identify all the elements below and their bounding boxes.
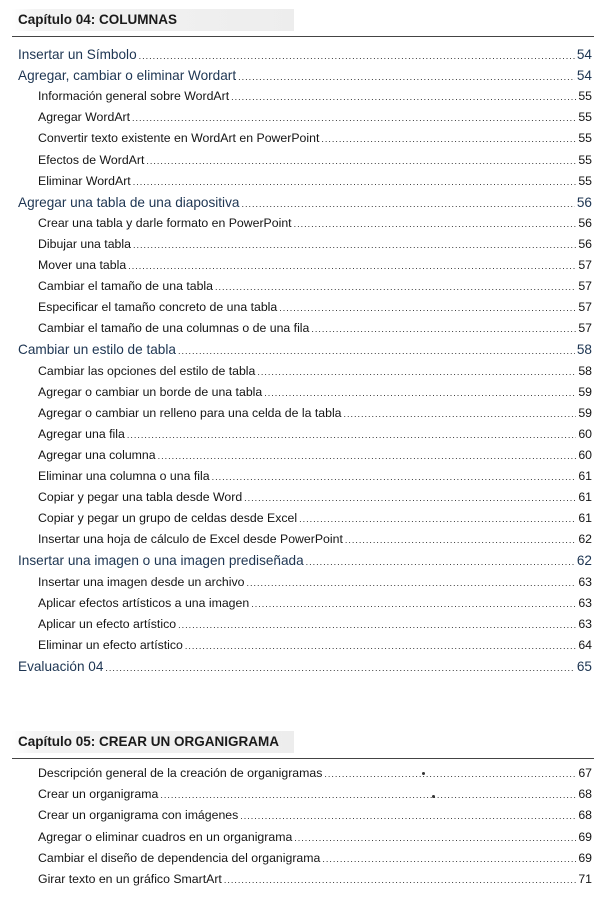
toc-entry-title: Información general sobre WordArt: [38, 89, 230, 104]
toc-entry[interactable]: [38, 851, 592, 869]
dot-leader: [251, 599, 576, 609]
toc-entry-title: Agregar una columna: [38, 447, 156, 462]
chapter-5-divider: [12, 758, 594, 759]
dot-leader: [294, 833, 576, 843]
toc-entry-page: 56: [578, 236, 592, 251]
toc-entry[interactable]: [38, 131, 592, 149]
toc-entry-title: Agregar o cambiar un borde de una tabla: [38, 384, 263, 399]
toc-entry-page: 69: [578, 850, 592, 865]
toc-entry-title: Crear un organigrama con imágenes: [38, 808, 239, 823]
toc-entry-page: 69: [578, 829, 592, 844]
toc-entry[interactable]: [38, 174, 592, 192]
toc-entry[interactable]: [38, 575, 592, 593]
toc-entry-title: Agregar o cambiar un relleno para una celda de la tabla: [38, 405, 342, 420]
dot-leader: [322, 854, 576, 864]
toc-entry-page: 55: [578, 173, 592, 188]
toc-entry-page: 71: [578, 872, 592, 886]
toc-entry[interactable]: [38, 237, 592, 255]
toc-entry-title: Efectos de WordArt: [38, 152, 145, 167]
toc-entry-title: Insertar un Símbolo: [18, 47, 137, 62]
toc-entry[interactable]: [18, 47, 592, 65]
toc-entry-title: Girar texto en un gráfico SmartArt: [38, 872, 222, 886]
toc-entry-title: Eliminar WordArt: [38, 173, 131, 188]
toc-entry[interactable]: [38, 766, 592, 784]
toc-entry-title: Evaluación 04: [18, 658, 104, 674]
toc-entry-title: Insertar una hoja de cálculo de Excel desde PowerPoint: [38, 532, 343, 547]
dot-leader: [178, 620, 576, 630]
toc-entry-title: Cambiar el diseño de dependencia del organigrama: [38, 850, 321, 865]
dot-leader: [246, 578, 576, 588]
toc-entry-page: 65: [576, 658, 592, 674]
toc-entry[interactable]: [38, 427, 592, 445]
toc-entry[interactable]: [18, 553, 592, 571]
toc-entry-title: Agregar, cambiar o eliminar Wordart: [18, 68, 237, 84]
toc-entry[interactable]: [38, 300, 592, 318]
toc-entry[interactable]: [38, 406, 592, 424]
toc-entry-page: 54: [576, 68, 592, 84]
toc-entry-title: Mover una tabla: [38, 258, 127, 272]
toc-entry[interactable]: [38, 216, 592, 234]
dot-leader: [279, 303, 576, 313]
toc-entry-page: 61: [578, 490, 592, 505]
toc-entry-page: 57: [578, 300, 592, 315]
dot-leader: [133, 177, 577, 187]
toc-entry-page: 57: [578, 279, 592, 294]
toc-entry-page: 58: [578, 363, 592, 378]
toc-entry-page: 68: [578, 808, 592, 823]
dot-leader: [185, 641, 576, 651]
dot-leader: [231, 92, 576, 102]
toc-entry-page: 60: [578, 447, 592, 462]
toc-entry-title: Eliminar un efecto artístico: [38, 637, 183, 652]
toc-entry-page: 58: [576, 342, 592, 358]
toc-entry[interactable]: [38, 364, 592, 382]
toc-entry-title: Cambiar el tamaño de una tabla: [38, 279, 213, 294]
toc-entry-page: 55: [578, 110, 592, 125]
dot-leader: [215, 282, 576, 292]
dot-leader: [105, 663, 574, 673]
dot-leader: [299, 514, 576, 524]
dot-leader: [178, 346, 575, 356]
toc-entry[interactable]: [38, 153, 592, 171]
toc-entry[interactable]: [38, 617, 592, 635]
dot-leader: [238, 72, 575, 82]
dot-leader: [132, 113, 576, 123]
toc-entry-page: 56: [576, 194, 592, 210]
toc-entry-page: 64: [578, 637, 592, 652]
toc-entry-page: 61: [578, 469, 592, 483]
toc-entry-page: 68: [578, 787, 592, 802]
toc-entry-title: Aplicar un efecto artístico: [38, 616, 177, 631]
toc-entry-title: Copiar y pegar una tabla desde Word: [38, 490, 243, 505]
scan-speck: [422, 772, 425, 775]
toc-entry-page: 57: [578, 321, 592, 336]
toc-entry[interactable]: [38, 808, 592, 826]
toc-entry-page: 55: [578, 152, 592, 167]
dot-leader: [139, 51, 575, 61]
toc-entry[interactable]: [18, 342, 592, 360]
toc-entry-page: 54: [576, 47, 592, 62]
dot-leader: [264, 388, 576, 398]
toc-entry-title: Agregar una fila: [38, 426, 125, 441]
toc-entry-title: Eliminar una columna o una fila: [38, 469, 210, 483]
dot-leader: [311, 324, 576, 334]
toc-entry-page: 63: [578, 616, 592, 631]
toc-entry[interactable]: [38, 448, 592, 466]
toc-entry[interactable]: [38, 638, 592, 656]
dot-leader: [240, 811, 576, 821]
toc-entry-page: 62: [576, 553, 592, 569]
dot-leader: [257, 367, 576, 377]
toc-entry-title: Copiar y pegar un grupo de celdas desde Excel: [38, 511, 298, 526]
dot-leader: [344, 409, 577, 419]
toc-entry-title: Crear una tabla y darle formato en PowerPoint: [38, 215, 292, 230]
toc-entry-title: Cambiar las opciones del estilo de tabla: [38, 363, 256, 378]
toc-entry[interactable]: [38, 89, 592, 107]
toc-entry-page: 61: [578, 511, 592, 526]
toc-entry-page: 55: [578, 131, 592, 146]
toc-entry[interactable]: [38, 258, 592, 276]
toc-entry-title: Cambiar un estilo de tabla: [18, 342, 176, 358]
dot-leader: [133, 240, 576, 250]
toc-entry[interactable]: [38, 469, 592, 487]
toc-entry[interactable]: [18, 68, 592, 86]
toc-entry[interactable]: [38, 830, 592, 848]
toc-entry-title: Dibujar una tabla: [38, 236, 131, 251]
toc-entry-page: 57: [578, 258, 592, 272]
toc-entry-page: 59: [578, 384, 592, 399]
dot-leader: [128, 261, 576, 271]
toc-entry-title: Cambiar el tamaño de una columnas o de una fila: [38, 321, 310, 336]
chapter-4-title: Capítulo 04: COLUMNAS: [18, 12, 178, 27]
toc-entry[interactable]: [18, 659, 592, 677]
toc-entry[interactable]: [38, 596, 592, 614]
dot-leader: [158, 451, 577, 461]
toc-entry-page: 60: [578, 426, 592, 441]
toc-entry[interactable]: [38, 532, 592, 550]
dot-leader: [306, 557, 575, 567]
dot-leader: [294, 219, 577, 229]
toc-entry-page: 55: [578, 89, 592, 104]
toc-entry-page: 56: [578, 215, 592, 230]
toc-entry-title: Agregar o eliminar cuadros en un organigrama: [38, 829, 293, 844]
toc-entry-title: Convertir texto existente en WordArt en PowerPoint: [38, 131, 320, 146]
toc-entry-title: Descripción general de la creación de organigramas: [38, 766, 323, 780]
dot-leader: [244, 493, 576, 503]
chapter-5-heading: [12, 731, 294, 753]
toc-entry[interactable]: [38, 490, 592, 508]
dot-leader: [160, 790, 576, 800]
toc-entry-title: Aplicar efectos artísticos a una imagen: [38, 595, 250, 610]
toc-entry-page: 63: [578, 595, 592, 610]
toc-entry-title: Insertar una imagen o una imagen prediseñada: [18, 553, 304, 569]
scan-speck: [432, 795, 435, 798]
dot-leader: [224, 875, 576, 885]
dot-leader: [241, 199, 574, 209]
dot-leader: [146, 156, 576, 166]
toc-entry-page: 67: [578, 766, 592, 780]
toc-entry[interactable]: [18, 195, 592, 213]
toc-entry-page: 62: [578, 532, 592, 547]
toc-entry[interactable]: [38, 872, 592, 890]
toc-entry[interactable]: [38, 110, 592, 128]
toc-entry[interactable]: [38, 787, 592, 805]
toc-entry-title: Crear un organigrama: [38, 787, 159, 802]
chapter-5-title: Capítulo 05: CREAR UN ORGANIGRAMA: [18, 734, 280, 749]
toc-entry[interactable]: [38, 385, 592, 403]
toc-entry-title: Agregar una tabla de una diapositiva: [18, 194, 240, 210]
toc-entry[interactable]: [38, 321, 592, 339]
dot-leader: [212, 472, 577, 482]
toc-entry-page: 59: [578, 405, 592, 420]
toc-entry-title: Insertar una imagen desde un archivo: [38, 574, 245, 589]
dot-leader: [324, 769, 576, 779]
dot-leader: [321, 134, 576, 144]
toc-entry[interactable]: [38, 511, 592, 529]
toc-entry-title: Especificar el tamaño concreto de una tabla: [38, 300, 278, 315]
toc-entry[interactable]: [38, 279, 592, 297]
chapter-4-heading: [12, 9, 294, 31]
toc-entry-page: 63: [578, 574, 592, 589]
toc-entry-title: Agregar WordArt: [38, 110, 131, 125]
dot-leader: [127, 430, 576, 440]
dot-leader: [345, 535, 576, 545]
chapter-4-divider: [12, 36, 594, 37]
